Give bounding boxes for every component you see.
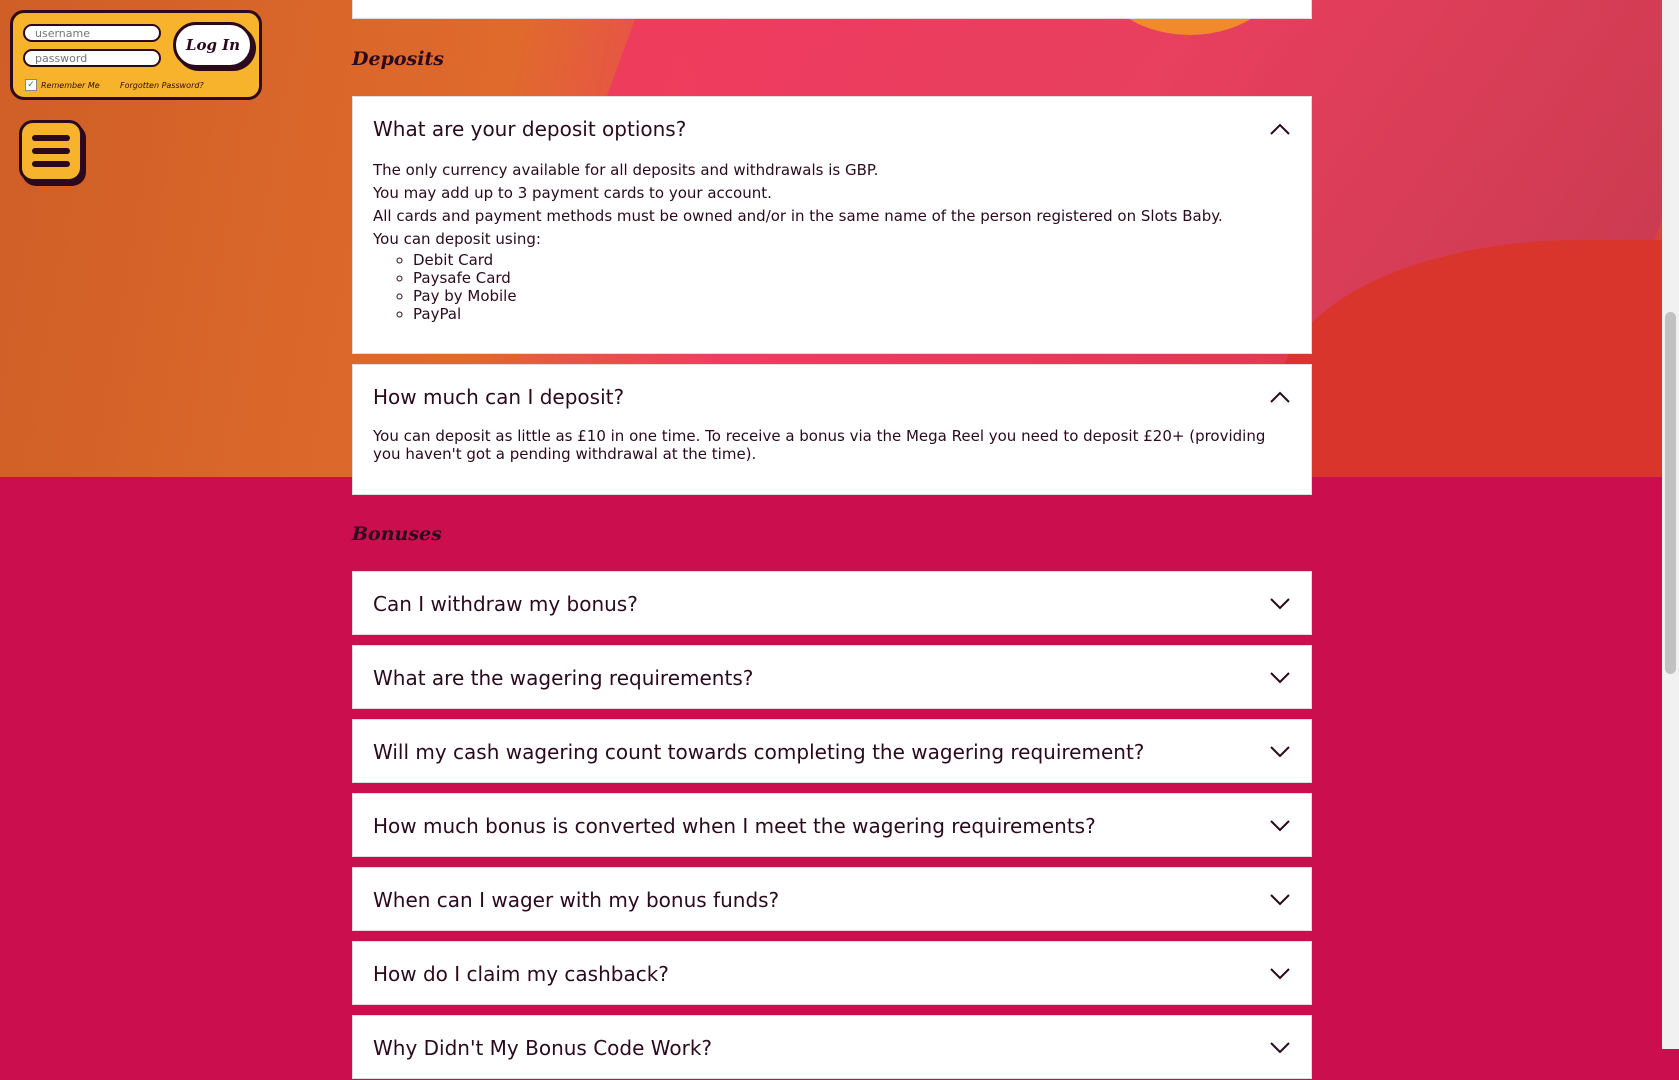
section-title-bonuses: Bonuses [352, 523, 442, 545]
faq-item-bonus[interactable] [352, 719, 1312, 783]
faq-question-text: What are your deposit options? [373, 117, 687, 141]
answer-line: You may add up to 3 payment cards to your account. [373, 184, 772, 202]
faq-question[interactable] [353, 97, 1311, 161]
faq-item-bonus[interactable] [352, 793, 1312, 857]
chevron-down-icon[interactable] [1269, 889, 1291, 911]
faq-item-bonus[interactable] [352, 571, 1312, 635]
faq-question[interactable] [353, 794, 1311, 858]
chevron-down-icon[interactable] [1269, 593, 1291, 615]
chevron-up-icon[interactable] [1269, 386, 1291, 408]
faq-question-text: Can I withdraw my bonus? [373, 592, 638, 616]
hamburger-icon [32, 148, 70, 154]
menu-button[interactable] [19, 120, 83, 182]
faq-card-partial [352, 0, 1312, 19]
faq-question[interactable] [353, 720, 1311, 784]
faq-question-text: How much bonus is converted when I meet the wagering requirements? [373, 814, 1096, 838]
faq-question-text: Why Didn't My Bonus Code Work? [373, 1036, 713, 1060]
faq-question-text: Will my cash wagering count towards completing the wagering requirement? [373, 740, 1145, 764]
password-input[interactable] [23, 49, 161, 67]
faq-answer [353, 427, 1311, 485]
answer-line: All cards and payment methods must be owned and/or in the same name of the person registered on Slots Baby. [373, 207, 1223, 225]
hamburger-icon [32, 135, 70, 141]
page-scrollbar[interactable] [1662, 0, 1679, 1049]
chevron-up-icon[interactable] [1269, 118, 1291, 140]
chevron-down-icon[interactable] [1269, 1037, 1291, 1059]
answer-line: The only currency available for all deposits and withdrawals is GBP. [373, 161, 879, 179]
faq-question-text: How much can I deposit? [373, 385, 625, 409]
login-button[interactable]: Log In [173, 22, 253, 68]
faq-item-bonus[interactable] [352, 941, 1312, 1005]
faq-question-text: How do I claim my cashback? [373, 962, 669, 986]
faq-question[interactable] [353, 868, 1311, 932]
answer-line: You can deposit using: [373, 230, 541, 248]
faq-question[interactable] [353, 365, 1311, 429]
faq-item-bonus[interactable] [352, 1015, 1312, 1079]
faq-question-text: What are the wagering requirements? [373, 666, 754, 690]
chevron-down-icon[interactable] [1269, 667, 1291, 689]
list-item: ◦ Debit Card [413, 251, 1291, 269]
list-item: ◦ PayPal [413, 305, 1291, 323]
faq-item-deposit-amount [352, 364, 1312, 495]
hamburger-icon [32, 161, 70, 167]
faq-answer [353, 159, 1311, 345]
chevron-down-icon[interactable] [1269, 815, 1291, 837]
scrollbar-thumb[interactable] [1665, 312, 1676, 674]
deposit-methods-list [373, 251, 1291, 323]
faq-question[interactable] [353, 1016, 1311, 1080]
section-title-deposits: Deposits [352, 48, 444, 70]
list-item: ◦ Paysafe Card [413, 269, 1291, 287]
forgot-password-link[interactable]: Forgotten Password? [120, 81, 204, 90]
faq-question[interactable] [353, 646, 1311, 710]
faq-question[interactable] [353, 942, 1311, 1006]
faq-question[interactable] [353, 572, 1311, 636]
username-input[interactable] [23, 24, 161, 42]
faq-item-bonus[interactable] [352, 645, 1312, 709]
remember-label: Remember Me [41, 80, 100, 90]
remember-me[interactable] [25, 79, 100, 91]
remember-checkbox[interactable]: ✓ [25, 79, 37, 91]
login-panel [10, 10, 262, 100]
faq-item-bonus[interactable] [352, 867, 1312, 931]
chevron-down-icon[interactable] [1269, 741, 1291, 763]
answer-text: You can deposit as little as £10 in one time. To receive a bonus via the Mega Reel you need to deposit £20+ (providing you haven't got a pending withdrawal at the time). [373, 427, 1266, 463]
faq-item-deposit-options [352, 96, 1312, 354]
faq-question-text: When can I wager with my bonus funds? [373, 888, 780, 912]
list-item: ◦ Pay by Mobile [413, 287, 1291, 305]
chevron-down-icon[interactable] [1269, 963, 1291, 985]
